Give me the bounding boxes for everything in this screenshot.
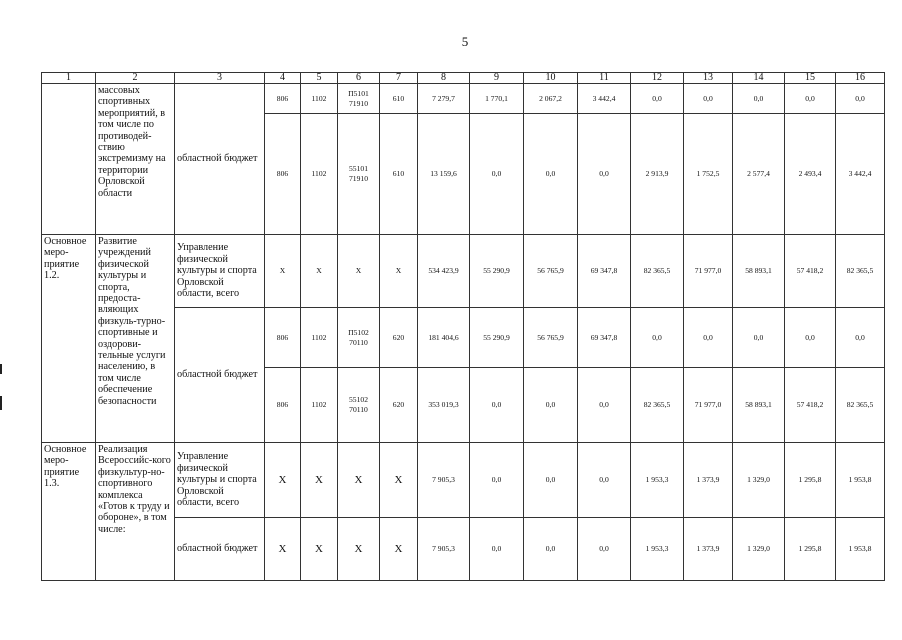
value-cell: 3 442,4 (836, 114, 885, 235)
table-row (42, 84, 885, 114)
value-cell: 1 329,0 (733, 518, 785, 581)
value-cell: 0,0 (470, 368, 524, 443)
value-cell: 0,0 (684, 308, 733, 368)
value-cell: 56 765,9 (524, 308, 578, 368)
value-cell: 1 953,3 (631, 443, 684, 518)
value-cell: 58 893,1 (733, 368, 785, 443)
value-cell: 0,0 (631, 308, 684, 368)
value-cell: 610 (380, 84, 418, 114)
value-cell: 1 373,9 (684, 518, 733, 581)
value-cell: 0,0 (578, 114, 631, 235)
value-cell: Х (380, 235, 418, 308)
value-cell: 1 953,8 (836, 443, 885, 518)
value-cell: 0,0 (578, 443, 631, 518)
value-cell: 56 765,9 (524, 235, 578, 308)
column-number: 2 (96, 73, 175, 84)
value-cell: 806 (265, 84, 301, 114)
value-cell: 0,0 (524, 518, 578, 581)
executor-cell: областной бюджет (175, 518, 265, 581)
activity-code-cell: Основное меро-приятие 1.3. (42, 443, 96, 581)
value-cell: 0,0 (785, 308, 836, 368)
value-cell: Х (301, 235, 338, 308)
activity-code-cell: Основное меро-приятие 1.2. (42, 235, 96, 443)
value-cell: Х (380, 443, 418, 518)
column-number: 11 (578, 73, 631, 84)
value-cell: 0,0 (733, 308, 785, 368)
value-cell: 0,0 (524, 114, 578, 235)
value-cell: 3 442,4 (578, 84, 631, 114)
value-cell: 1102 (301, 308, 338, 368)
column-number: 3 (175, 73, 265, 84)
value-cell: 0,0 (524, 368, 578, 443)
scan-edge-mark (0, 364, 2, 374)
column-number: 7 (380, 73, 418, 84)
value-cell: 57 418,2 (785, 235, 836, 308)
table-row (42, 443, 885, 518)
value-cell: 0,0 (470, 443, 524, 518)
value-cell: 610 (380, 114, 418, 235)
value-cell: 534 423,9 (418, 235, 470, 308)
value-cell: 82 365,5 (836, 368, 885, 443)
column-number: 10 (524, 73, 578, 84)
value-cell: 1 373,9 (684, 443, 733, 518)
value-cell: Х (380, 518, 418, 581)
value-cell: 1 770,1 (470, 84, 524, 114)
value-cell: 69 347,8 (578, 235, 631, 308)
value-cell: 82 365,5 (631, 368, 684, 443)
value-cell: 1 329,0 (733, 443, 785, 518)
value-cell: 0,0 (524, 443, 578, 518)
value-cell: 620 (380, 308, 418, 368)
executor-cell: областной бюджет (175, 84, 265, 235)
activity-name-cell: массовых спортивных мероприятий, в том числе по противодей-ствию экстремизму на территории Орловской области (96, 84, 175, 235)
value-cell: 181 404,6 (418, 308, 470, 368)
value-cell: 2 067,2 (524, 84, 578, 114)
value-cell: 1102 (301, 368, 338, 443)
value-cell: 55 290,9 (470, 308, 524, 368)
value-cell: 0,0 (836, 84, 885, 114)
value-cell: 7 279,7 (418, 84, 470, 114)
value-cell: 1102 (301, 114, 338, 235)
activity-code-cell (42, 84, 96, 235)
column-number: 16 (836, 73, 885, 84)
value-cell: Х (301, 443, 338, 518)
value-cell: Х (265, 443, 301, 518)
column-number: 4 (265, 73, 301, 84)
page-number: 5 (461, 34, 469, 49)
budget-table-body (42, 73, 885, 581)
value-cell: 0,0 (578, 368, 631, 443)
value-cell: 57 418,2 (785, 368, 836, 443)
value-cell: 7 905,3 (418, 518, 470, 581)
value-cell: 0,0 (684, 84, 733, 114)
table-row (42, 235, 885, 308)
value-cell: 55101 71910 (338, 114, 380, 235)
value-cell: 353 019,3 (418, 368, 470, 443)
scan-edge-mark (0, 396, 2, 410)
executor-cell: Управление физической культуры и спорта Орловской области, всего (175, 443, 265, 518)
value-cell: 58 893,1 (733, 235, 785, 308)
value-cell: 806 (265, 114, 301, 235)
value-cell: 0,0 (631, 84, 684, 114)
value-cell: 2 913,9 (631, 114, 684, 235)
column-number: 15 (785, 73, 836, 84)
value-cell: 0,0 (733, 84, 785, 114)
value-cell: 806 (265, 308, 301, 368)
value-cell: П5102 70110 (338, 308, 380, 368)
value-cell: 0,0 (578, 518, 631, 581)
value-cell: Х (338, 443, 380, 518)
column-number-row (42, 73, 885, 84)
value-cell: 71 977,0 (684, 368, 733, 443)
value-cell: 1102 (301, 84, 338, 114)
value-cell: 0,0 (470, 114, 524, 235)
column-number: 12 (631, 73, 684, 84)
value-cell: 2 577,4 (733, 114, 785, 235)
value-cell: П5101 71910 (338, 84, 380, 114)
value-cell: 0,0 (470, 518, 524, 581)
value-cell: 82 365,5 (631, 235, 684, 308)
value-cell: 69 347,8 (578, 308, 631, 368)
value-cell: 1 295,8 (785, 518, 836, 581)
value-cell: Х (338, 518, 380, 581)
budget-table (41, 72, 885, 581)
value-cell: Х (301, 518, 338, 581)
activity-name-cell: Развитие учреждений физической культуры и спорта, предоста-вляющих физкуль-турно-спортивные и оздорови-тельные услуги населению, в том числе обеспечение безопасности (96, 235, 175, 443)
executor-cell: Управление физической культуры и спорта Орловской области, всего (175, 235, 265, 308)
column-number: 6 (338, 73, 380, 84)
column-number: 14 (733, 73, 785, 84)
value-cell: 1 295,8 (785, 443, 836, 518)
value-cell: Х (338, 235, 380, 308)
value-cell: Х (265, 235, 301, 308)
value-cell: Х (265, 518, 301, 581)
value-cell: 82 365,5 (836, 235, 885, 308)
value-cell: 13 159,6 (418, 114, 470, 235)
value-cell: 0,0 (785, 84, 836, 114)
value-cell: 55 290,9 (470, 235, 524, 308)
column-number: 5 (301, 73, 338, 84)
value-cell: 1 752,5 (684, 114, 733, 235)
column-number: 8 (418, 73, 470, 84)
activity-name-cell: Реализация Всероссийс-кого физкультур-но-спортивного комплекса «Готов к труду и обороне», в том числе: (96, 443, 175, 581)
value-cell: 620 (380, 368, 418, 443)
value-cell: 0,0 (836, 308, 885, 368)
value-cell: 55102 70110 (338, 368, 380, 443)
value-cell: 1 953,8 (836, 518, 885, 581)
column-number: 9 (470, 73, 524, 84)
value-cell: 7 905,3 (418, 443, 470, 518)
executor-cell: областной бюджет (175, 308, 265, 443)
column-number: 13 (684, 73, 733, 84)
value-cell: 806 (265, 368, 301, 443)
column-number: 1 (42, 73, 96, 84)
value-cell: 2 493,4 (785, 114, 836, 235)
value-cell: 1 953,3 (631, 518, 684, 581)
value-cell: 71 977,0 (684, 235, 733, 308)
